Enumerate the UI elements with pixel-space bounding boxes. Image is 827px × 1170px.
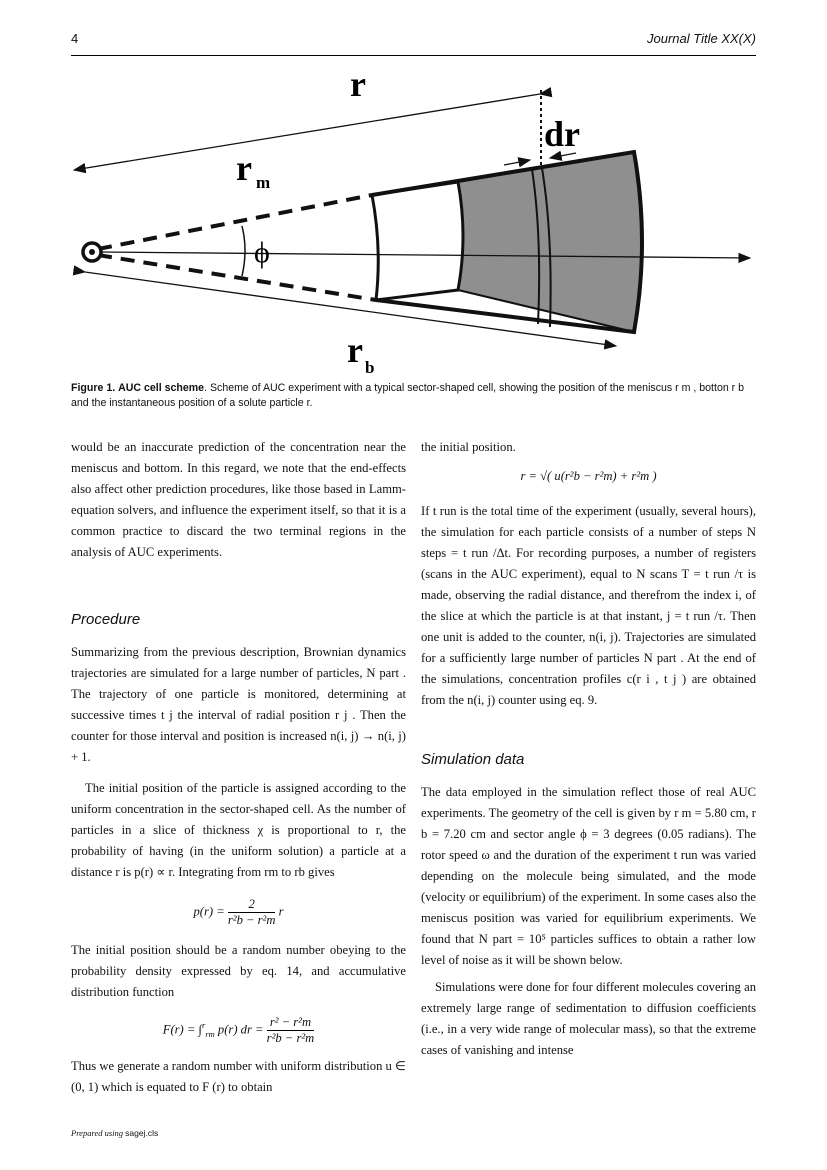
left-column (71, 437, 406, 1098)
paragraph: would be an inaccurate prediction of the concentration near the meniscus and bottom. In this regard, we note that the end-effects also affect other prediction procedures, like those based in Lamm-equation solvers, and influence the experiment itself, so that it is a common practice to discard the two terminal regions in the analysis of AUC experiments. (71, 440, 406, 559)
r-arrow (74, 94, 540, 170)
equation-r: r = √( u(r²b − r²m) + r²m ) (520, 469, 657, 483)
label-dr: dr (544, 114, 580, 154)
journal-title: Journal Title XX(X) (647, 31, 756, 46)
footer-prefix: Prepared using (71, 1128, 124, 1138)
paragraph: The data employed in the simulation reflect those of real AUC experiments. The geometry of the cell is given by r m = 5.80 cm, r b = 7.20 cm and sector angle ϕ = 3 degrees (0.05 radians). The rotor speed ω and the duration of the experiment t run was varied depending on the molecule being simulated, and the mode (velocity or equilibrium) of the experiment. In some cases also the meniscus position was varied for equilibrium experiments. We found that N part = 10⁵ particles suffices to obtain a rather low level of noise as it will be shown below. (421, 785, 756, 967)
label-rm-sub: m (256, 173, 271, 192)
label-rb-sub: b (365, 358, 375, 377)
right-column (421, 437, 756, 1061)
page-number: 4 (71, 31, 79, 46)
cell-white-region (372, 182, 463, 300)
paragraph: The initial position of the particle is assigned according to the uniform concentration in the sector-shaped cell. As the number of particles in a slice of thickness χ is proportional to r, the probability of having (in the uniform solution) a particle at a distance r is p(r) ∝ r. Integrating from rm to rb gives (71, 781, 406, 879)
paragraph: Thus we generate a random number with uniform distribution u ∈ (0, 1) which is equated to F (r) to obtain (71, 1059, 406, 1094)
figure-caption (71, 381, 756, 411)
footer (71, 1128, 158, 1138)
auc-cell-figure (60, 62, 770, 382)
label-rb: r (347, 330, 363, 370)
meniscus-dashed-top (98, 195, 372, 249)
paragraph: If t run is the total time of the experiment (usually, several hours), the simulation for each particle consists of a number of steps N steps = t run /Δt. For recording purposes, a number of registers (scans in the AUC experiment), equal to N scans T = t run /τ is made, observing the radial distance, and therefrom the index i, of the slice at which the particle is at that instant, j = t run /τ. Then one unit is added to the counter, n(i, j). Trajectories are simulated for a sufficiently large number of particles N part . At the end of the simulations, concentration profiles c(r i , t j ) are obtained from the n(i, j) counter using eq. 9. (421, 504, 756, 707)
paragraph: Simulations were done for four different molecules covering an extremely large range of sedimentation to diffusion coefficients (i.e., in a very wide range of molecular mass), so that the extreme cases of vanishing and intense (421, 980, 756, 1057)
header-rule (71, 55, 756, 56)
paragraph: Summarizing from the previous description, Brownian dynamics trajectories are simulated for a large number of particles, N part . The trajectory of one particle is monitored, determining at successive times t j the interval of radial position r j . Then the counter for those interval and position is increased n(i, j) → n(i, j) + 1. (71, 645, 406, 764)
caption-title: AUC cell scheme (118, 382, 205, 394)
paragraph: The initial position should be a random number obeying to the probability density expressed by eq. 14, and accumulative distribution function (71, 943, 406, 999)
section-heading-procedure: Procedure (71, 611, 141, 628)
label-rm: r (236, 148, 252, 188)
equation-pr: p(r) = $\frac{2}{\text{r²b − r²m}}$ r (193, 897, 284, 927)
caption-label: Figure 1. (71, 382, 116, 394)
paragraph: the initial position. (421, 440, 516, 454)
label-r: r (350, 64, 366, 104)
footer-cls: sagej.cls (125, 1128, 159, 1138)
label-phi: ϕ (254, 236, 270, 269)
section-heading-simulation: Simulation data (421, 751, 525, 768)
equation-fr: F(r) = ∫$^r_{rm}$ p(r) dr = $\frac{\text{r² − r²m}}{\text{r²b − r²m}}$ (162, 1015, 315, 1045)
caption-text: . Scheme of AUC experiment with a typical sector-shaped cell, showing the position of the meniscus r m , botton r b and the instantaneous position of a solute particle r. (71, 382, 745, 409)
